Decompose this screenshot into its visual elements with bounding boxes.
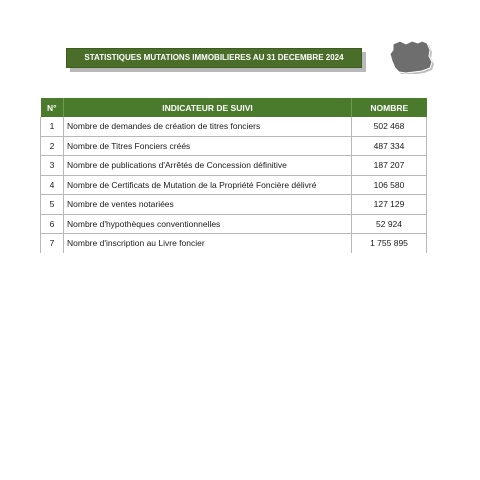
table-row bbox=[41, 175, 427, 195]
row-number: 3 bbox=[41, 156, 64, 176]
cote-divoire-map-icon bbox=[384, 38, 434, 74]
table-row bbox=[41, 117, 427, 136]
table-row bbox=[41, 214, 427, 234]
header-value: NOMBRE bbox=[352, 98, 427, 117]
row-label: Nombre d'inscription au Livre foncier bbox=[64, 234, 352, 253]
row-number: 4 bbox=[41, 175, 64, 195]
row-label: Nombre de ventes notariées bbox=[64, 195, 352, 215]
row-label: Nombre de Titres Fonciers créés bbox=[64, 136, 352, 156]
row-label: Nombre de publications d'Arrêtés de Concession définitive bbox=[64, 156, 352, 176]
row-number: 7 bbox=[41, 234, 64, 253]
row-number: 1 bbox=[41, 117, 64, 136]
row-label: Nombre de demandes de création de titres fonciers bbox=[64, 117, 352, 136]
row-number: 6 bbox=[41, 214, 64, 234]
table-row bbox=[41, 234, 427, 253]
table-row bbox=[41, 156, 427, 176]
row-value: 127 129 bbox=[352, 195, 427, 215]
row-value: 187 207 bbox=[352, 156, 427, 176]
page-title: STATISTIQUES MUTATIONS IMMOBILIERES AU 31 DECEMBRE 2024 bbox=[66, 48, 362, 68]
header-indicator: INDICATEUR DE SUIVI bbox=[64, 98, 352, 117]
row-number: 2 bbox=[41, 136, 64, 156]
table-row bbox=[41, 195, 427, 215]
row-label: Nombre d'hypothèques conventionnelles bbox=[64, 214, 352, 234]
row-value: 487 334 bbox=[352, 136, 427, 156]
row-value: 52 924 bbox=[352, 214, 427, 234]
table-header-row bbox=[41, 98, 427, 117]
row-value: 106 580 bbox=[352, 175, 427, 195]
row-value: 502 468 bbox=[352, 117, 427, 136]
row-number: 5 bbox=[41, 195, 64, 215]
row-label: Nombre de Certificats de Mutation de la Propriété Foncière délivré bbox=[64, 175, 352, 195]
header-number: N° bbox=[41, 98, 64, 117]
table-row bbox=[41, 136, 427, 156]
map-shape bbox=[390, 41, 432, 73]
statistics-table bbox=[40, 98, 427, 253]
row-value: 1 755 895 bbox=[352, 234, 427, 253]
